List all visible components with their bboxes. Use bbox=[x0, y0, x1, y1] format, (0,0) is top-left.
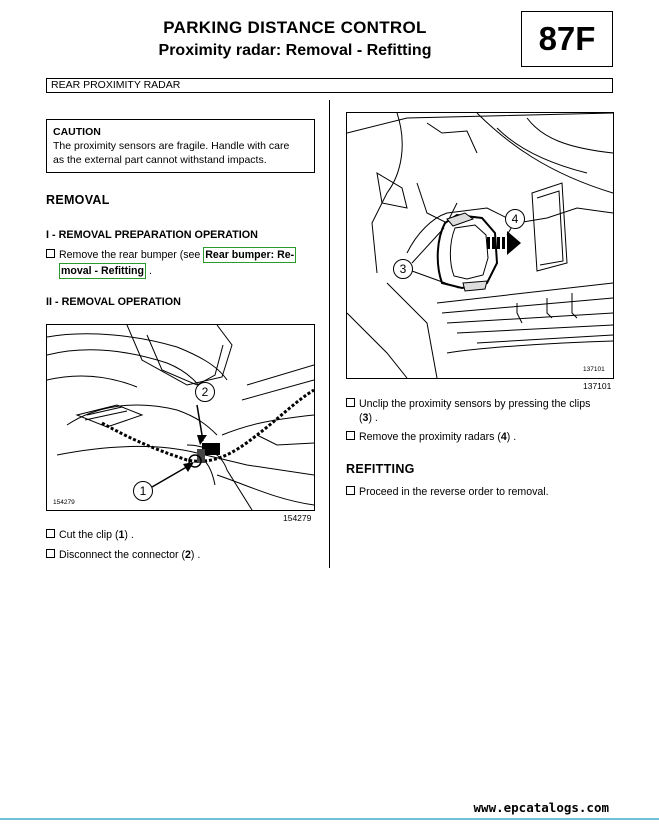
figure-proximity-sensor bbox=[346, 112, 614, 379]
checkbox-icon bbox=[346, 486, 355, 495]
link-rear-bumper[interactable]: Rear bumper: Re- bbox=[205, 249, 295, 261]
step-text: Proceed in the reverse order to removal. bbox=[359, 486, 549, 498]
checkbox-icon bbox=[346, 398, 355, 407]
step-suffix: ) . bbox=[190, 549, 201, 561]
section-title-bar: REAR PROXIMITY RADAR bbox=[46, 78, 613, 93]
callout-3: 3 bbox=[393, 259, 413, 279]
removal-preparation-heading: I - REMOVAL PREPARATION OPERATION bbox=[46, 229, 258, 241]
step-text: Remove the rear bumper (see bbox=[59, 249, 201, 261]
figure2-ref: 137101 bbox=[583, 381, 612, 391]
step-num: 4 bbox=[500, 431, 507, 443]
step-text: Remove the proximity radars ( bbox=[359, 431, 501, 443]
step-num: 1 bbox=[118, 529, 125, 541]
step-text: Unclip the proximity sensors by pressing the clips bbox=[359, 398, 591, 410]
refitting-heading: REFITTING bbox=[346, 462, 415, 476]
step-unclip-sensors: Unclip the proximity sensors by pressing the clips (3) . bbox=[346, 397, 616, 425]
footer-line bbox=[0, 818, 659, 820]
footer-url[interactable]: www.epcatalogs.com bbox=[473, 800, 609, 815]
checkbox-icon bbox=[46, 549, 55, 558]
link-rear-bumper-cont[interactable]: moval - Refitting bbox=[61, 265, 144, 277]
callout-2: 2 bbox=[195, 382, 215, 402]
figure-inner-ref: 137101 bbox=[583, 366, 605, 373]
step-remove-bumper bbox=[46, 247, 321, 279]
step-reverse-order bbox=[346, 485, 549, 499]
step-text: Cut the clip ( bbox=[59, 529, 119, 541]
step-num: 3 bbox=[362, 412, 369, 424]
checkbox-icon bbox=[46, 249, 55, 258]
step-text: Disconnect the connector ( bbox=[59, 549, 186, 561]
step-suffix: . bbox=[148, 265, 152, 277]
step-suffix: ) . bbox=[124, 529, 134, 541]
document-title: PARKING DISTANCE CONTROL bbox=[163, 18, 427, 37]
column-divider bbox=[329, 100, 330, 568]
removal-heading: REMOVAL bbox=[46, 193, 110, 207]
step-remove-radars bbox=[346, 430, 516, 444]
connector-illustration bbox=[47, 325, 314, 510]
caution-label: CAUTION bbox=[53, 126, 101, 138]
sensor-illustration bbox=[347, 113, 613, 378]
step-suffix: ) . bbox=[368, 412, 378, 424]
removal-operation-heading: II - REMOVAL OPERATION bbox=[46, 296, 181, 308]
figure1-ref: 154279 bbox=[283, 513, 312, 523]
checkbox-icon bbox=[46, 529, 55, 538]
document-subtitle: Proximity radar: Removal - Refitting bbox=[158, 42, 432, 59]
callout-4: 4 bbox=[505, 209, 525, 229]
caution-text-line1: The proximity sensors are fragile. Handle with care bbox=[53, 140, 290, 152]
caution-text-line2: as the external part cannot withstand impacts. bbox=[53, 154, 267, 166]
caution-box bbox=[46, 119, 315, 173]
figure-inner-ref: 154279 bbox=[53, 499, 75, 506]
step-suffix: ) . bbox=[506, 431, 517, 443]
chapter-code: 87F bbox=[521, 11, 613, 67]
step-num: 2 bbox=[185, 549, 191, 561]
callout-1: 1 bbox=[133, 481, 153, 501]
step-cut-clip bbox=[46, 528, 134, 542]
checkbox-icon bbox=[346, 431, 355, 440]
figure-connector bbox=[46, 324, 315, 511]
step-disconnect-connector bbox=[46, 548, 200, 562]
